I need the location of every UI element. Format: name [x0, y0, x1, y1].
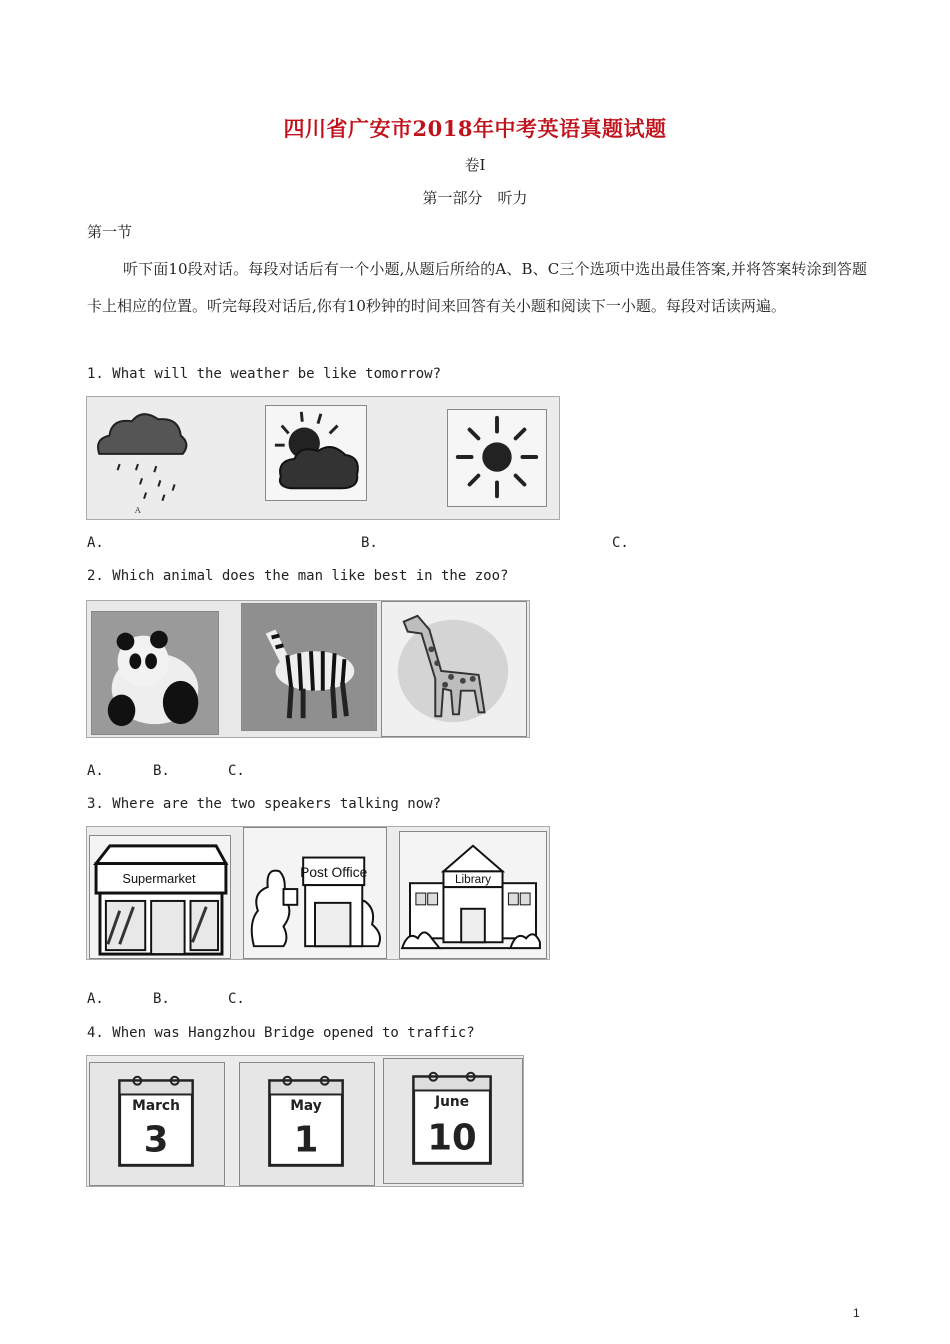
instructions: 听下面10段对话。每段对话后有一个小题,从题后所给的A、B、C三个选项中选出最佳答案,并将答案转涂到答题卡上相应的位置。听完每段对话后,你有10秒钟的时间来回答有关小题和阅读下一小题。每段对话读两遍。: [87, 260, 867, 315]
option-a: A.: [87, 991, 104, 1007]
question-3-pictures: [86, 826, 550, 960]
volume-label: 卷I: [464, 156, 486, 174]
option-c: C.: [228, 991, 245, 1007]
calendar-icon: [89, 1062, 225, 1186]
option-b: B.: [153, 991, 170, 1007]
calendar-month: June: [434, 1094, 470, 1111]
question-2: 2. Which animal does the man like best in the zoo?: [87, 568, 509, 584]
calendar-day: 3: [143, 1119, 169, 1161]
post-office-icon: [243, 827, 387, 959]
question-2-pictures: [86, 600, 530, 738]
supermarket-label: Supermarket: [122, 871, 196, 887]
part-heading: 第一部分 听力: [422, 189, 528, 207]
giraffe-icon: [381, 601, 527, 737]
page-number: 1: [853, 1306, 860, 1320]
calendar-month: March: [132, 1098, 180, 1115]
library-label: Library: [454, 872, 492, 887]
calendar-day: 1: [293, 1119, 319, 1161]
question-1: 1. What will the weather be like tomorrow?: [87, 366, 442, 382]
question-3: 3. Where are the two speakers talking now?: [87, 796, 442, 812]
post-office-label: Post Office: [300, 865, 368, 881]
supermarket-icon: [89, 835, 231, 959]
option-a: A.: [87, 763, 104, 779]
sun-behind-cloud-icon: [265, 405, 367, 501]
calendar-icon: [383, 1058, 523, 1184]
question-1-pictures: [86, 396, 560, 520]
rain-cloud-icon: [89, 403, 191, 515]
zebra-icon: [241, 603, 377, 731]
option-a: A.: [87, 535, 104, 551]
sun-icon: [447, 409, 547, 507]
option-c: C.: [228, 763, 245, 779]
calendar-day: 10: [427, 1117, 477, 1159]
calendar-month: May: [290, 1098, 322, 1115]
library-icon: [399, 831, 547, 959]
panda-icon: [91, 611, 219, 735]
page-title: 四川省广安市2018年中考英语真题试题: [283, 116, 667, 141]
svg-text:A: A: [134, 504, 141, 515]
option-c: C.: [612, 535, 629, 551]
option-b: B.: [361, 535, 378, 551]
section-heading: 第一节: [87, 223, 133, 241]
calendar-icon: [239, 1062, 375, 1186]
question-4-pictures: [86, 1055, 524, 1187]
question-4: 4. When was Hangzhou Bridge opened to traffic?: [87, 1025, 475, 1041]
option-b: B.: [153, 763, 170, 779]
